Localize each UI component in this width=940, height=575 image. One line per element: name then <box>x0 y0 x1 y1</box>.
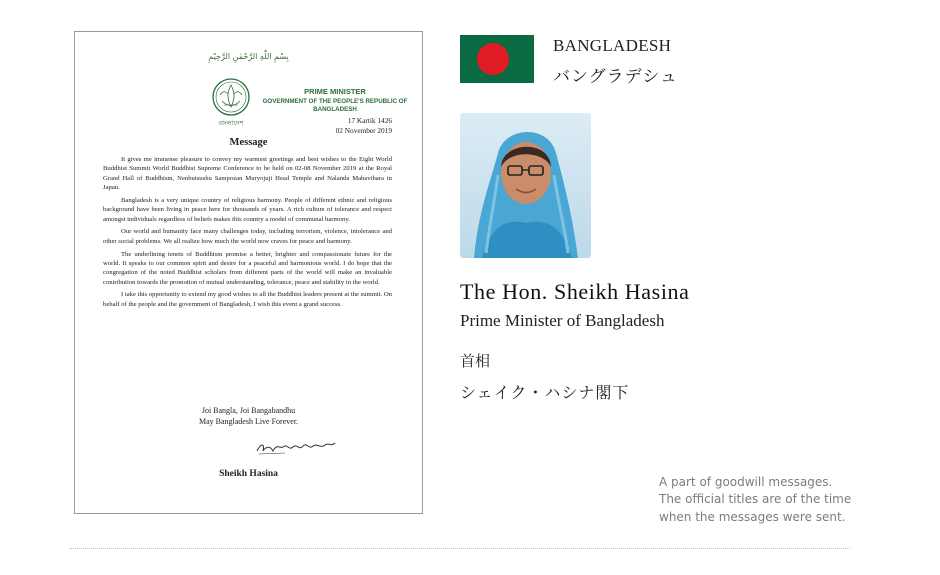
signer-name: Sheikh Hasina <box>219 469 278 479</box>
closing-lines <box>75 406 422 428</box>
message-paragraph: Our world and humanity face many challenges today, including terrorism, violence, intolerance and other social problems. We all realize how much the world now craves for peace and harmony. <box>103 228 392 245</box>
bottom-divider <box>70 548 850 549</box>
portrait-illustration <box>460 113 591 258</box>
country-name-english: BANGLADESH <box>553 36 672 55</box>
letterhead <box>255 87 415 115</box>
letter-dates <box>336 116 392 136</box>
message-body <box>103 155 392 313</box>
flag-red-disc <box>477 43 509 75</box>
message-paragraph: The underlining tenets of Buddhism promise a better, brighter and compassionate future for the world. It speaks to our common spirit and desire for a peaceful and harmonious world. I do hope that the congregation of the noted Buddhist scholars from different parts of the world will make an invaluable contribution towards the promotion of mutual understanding, tolerance, peace and stability in the world. <box>103 250 392 286</box>
person-title-japanese: 首相 <box>460 352 491 370</box>
closing-line: May Bangladesh Live Forever. <box>198 416 299 426</box>
note-line: when the messages were sent. <box>659 509 846 524</box>
country-name-japanese: バングラデシュ <box>553 67 678 87</box>
person-title: Prime Minister of Bangladesh <box>460 311 665 330</box>
closing-line: Joi Bangla, Joi Bangabandhu <box>201 406 296 415</box>
bismillah-calligraphy: بِسْمِ اللّٰهِ الرَّحْمٰنِ الرَّحِيْمِ <box>208 52 289 61</box>
person-name-japanese: シェイク・ハシナ閣下 <box>460 383 630 402</box>
message-paragraph: I take this opportunity to extend my good wishes to all the Buddhist leaders present at the summit. On behalf of the people and the government of Bangladesh, I wish this event a grand success. <box>103 291 392 308</box>
bangladesh-flag-icon <box>460 35 534 83</box>
government-emblem-icon <box>208 77 254 129</box>
message-paragraph: Bangladesh is a very unique country of religious harmony. People of different ethnic and religious background have been living in peace here for thousands of years. A rich culture of tolerance and respect amongst individuals regardless of beliefs makes this country a model of communal harmony. <box>103 196 392 223</box>
message-paragraph: It gives me immense pleasure to convey my warmest greetings and best wishes to the Eight World Buddhist Summit World Buddhist Supreme Conference to be held on 02-08 November 2019 at the Royal Grand Hall of Buddhism, Nenbutsushu Sampozan Muryojuji Head Temple and Nalanda Mahavihara in Japan. <box>103 156 392 192</box>
letterhead-office: PRIME MINISTER <box>304 87 366 96</box>
date-bengali: 17 Kartik 1426 <box>347 116 392 125</box>
message-letter <box>74 31 423 514</box>
portrait-photo <box>460 113 591 258</box>
emblem-caption: বাংলাদেশ <box>218 119 244 127</box>
goodwill-note <box>659 474 851 526</box>
date-gregorian: 02 November 2019 <box>335 125 392 135</box>
letterhead-government: GOVERNMENT OF THE PEOPLE'S REPUBLIC OF BANGLADESH <box>262 98 408 114</box>
person-name: The Hon. Sheikh Hasina <box>460 279 690 304</box>
handwritten-signature <box>255 437 337 457</box>
message-heading: Message <box>229 137 268 148</box>
note-line: The official titles are of the time <box>659 492 852 507</box>
note-line: A part of goodwill messages. <box>659 475 833 489</box>
